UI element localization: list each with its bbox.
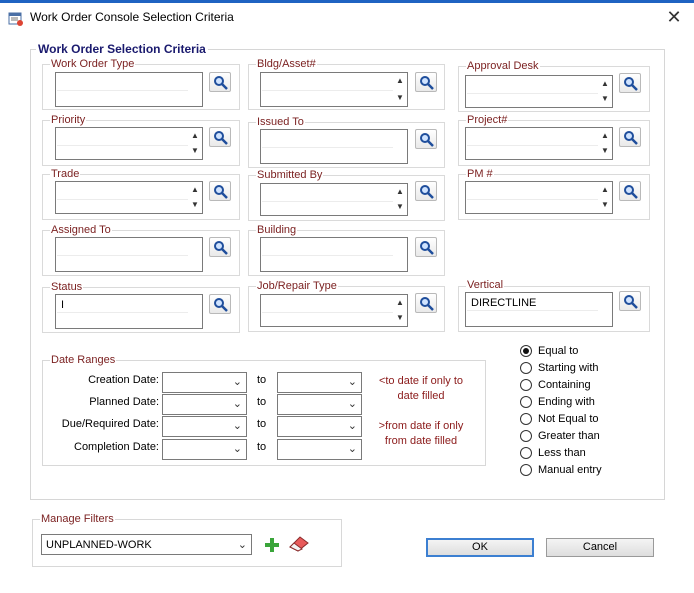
creation-date-from[interactable] (162, 372, 247, 393)
due-date-label: Due/Required Date: (61, 418, 159, 430)
scroll-up-icon[interactable]: ▲ (601, 185, 609, 194)
magnifier-icon (623, 184, 639, 200)
radio-icon (520, 396, 532, 408)
assigned-to-list[interactable] (55, 237, 203, 272)
building-list[interactable] (260, 237, 408, 272)
radio-icon (520, 379, 532, 391)
radio-manual-entry[interactable] (520, 462, 602, 478)
chevron-down-icon: ⌄ (237, 539, 247, 551)
chevron-down-icon: ⌄ (347, 443, 357, 455)
issued-to-search-button[interactable] (415, 129, 437, 149)
completion-date-to-label: to (257, 441, 267, 453)
planned-date-from[interactable] (162, 394, 247, 415)
scroll-up-icon[interactable]: ▲ (396, 187, 404, 196)
radio-icon (520, 430, 532, 442)
vertical-value: DIRECTLINE (471, 297, 537, 309)
magnifier-icon (213, 130, 229, 146)
filter-select[interactable] (41, 534, 252, 555)
to-date-hint-line1: <to date if only to (378, 375, 464, 387)
radio-label: Greater than (538, 430, 600, 442)
radio-icon (520, 447, 532, 459)
magnifier-icon (419, 296, 435, 312)
scroll-down-icon[interactable]: ▼ (191, 200, 199, 209)
radio-label: Containing (538, 379, 591, 391)
radio-ending-with[interactable] (520, 394, 595, 410)
radio-not-equal-to[interactable] (520, 411, 599, 427)
to-date-hint (368, 374, 474, 404)
completion-date-to[interactable] (277, 439, 362, 460)
scroll-down-icon[interactable]: ▼ (396, 202, 404, 211)
project-list[interactable] (465, 127, 613, 160)
planned-date-to-label: to (257, 396, 267, 408)
radio-label: Not Equal to (538, 413, 599, 425)
app-window-icon (8, 11, 24, 27)
from-date-hint (368, 419, 474, 449)
chevron-down-icon: ⌄ (232, 398, 242, 410)
creation-date-to-label: to (257, 374, 267, 386)
submitted-by-list[interactable] (260, 183, 408, 216)
magnifier-icon (213, 75, 229, 91)
approval-desk-search-button[interactable] (619, 73, 641, 93)
assigned-to-label: Assigned To (51, 224, 111, 236)
scroll-up-icon[interactable]: ▲ (191, 131, 199, 140)
chevron-down-icon: ⌄ (347, 420, 357, 432)
creation-date-to[interactable] (277, 372, 362, 393)
due-date-to-label: to (257, 418, 267, 430)
magnifier-icon (213, 297, 229, 313)
building-search-button[interactable] (415, 237, 437, 257)
manage-filters-legend: Manage Filters (41, 513, 114, 525)
radio-label: Ending with (538, 396, 595, 408)
magnifier-icon (623, 294, 639, 310)
magnifier-icon (419, 240, 435, 256)
chevron-down-icon: ⌄ (232, 420, 242, 432)
approval-desk-list[interactable] (465, 75, 613, 108)
scroll-down-icon[interactable]: ▼ (396, 313, 404, 322)
job-repair-type-search-button[interactable] (415, 293, 437, 313)
bldg-asset-list[interactable] (260, 72, 408, 107)
status-search-button[interactable] (209, 294, 231, 314)
radio-checked-icon (520, 345, 532, 357)
title-bar (0, 0, 694, 32)
bldg-asset-search-button[interactable] (415, 72, 437, 92)
radio-icon (520, 362, 532, 374)
trade-label: Trade (51, 168, 80, 180)
pm-label: PM # (467, 168, 493, 180)
magnifier-icon (623, 76, 639, 92)
scroll-up-icon[interactable]: ▲ (191, 185, 199, 194)
job-repair-type-label: Job/Repair Type (257, 280, 337, 292)
completion-date-label: Completion Date: (74, 441, 159, 453)
scroll-up-icon[interactable]: ▲ (601, 131, 609, 140)
radio-label: Manual entry (538, 464, 602, 476)
selection-criteria-legend: Work Order Selection Criteria (38, 42, 206, 56)
chevron-down-icon: ⌄ (347, 398, 357, 410)
pm-search-button[interactable] (619, 181, 641, 201)
from-date-hint-line1: >from date if only (378, 420, 464, 432)
issued-to-list[interactable] (260, 129, 408, 164)
status-list[interactable] (55, 294, 203, 329)
chevron-down-icon: ⌄ (347, 376, 357, 388)
work-order-type-list[interactable] (55, 72, 203, 107)
trade-list[interactable] (55, 181, 203, 214)
scroll-down-icon[interactable]: ▼ (396, 93, 404, 102)
assigned-to-search-button[interactable] (209, 237, 231, 257)
radio-label: Starting with (538, 362, 599, 374)
magnifier-icon (419, 184, 435, 200)
submitted-by-search-button[interactable] (415, 181, 437, 201)
due-date-from[interactable] (162, 416, 247, 437)
chevron-down-icon: ⌄ (232, 376, 242, 388)
planned-date-to[interactable] (277, 394, 362, 415)
project-search-button[interactable] (619, 127, 641, 147)
magnifier-icon (419, 75, 435, 91)
issued-to-label: Issued To (257, 116, 304, 128)
vertical-search-button[interactable] (619, 291, 641, 311)
scroll-down-icon[interactable]: ▼ (601, 200, 609, 209)
priority-search-button[interactable] (209, 127, 231, 147)
ok-button[interactable]: OK (426, 538, 534, 557)
scroll-down-icon[interactable]: ▼ (601, 94, 609, 103)
radio-label: Less than (538, 447, 586, 459)
scroll-down-icon[interactable]: ▼ (601, 146, 609, 155)
magnifier-icon (213, 184, 229, 200)
scroll-up-icon[interactable]: ▲ (396, 76, 404, 85)
due-date-to[interactable] (277, 416, 362, 437)
submitted-by-label: Submitted By (257, 169, 323, 181)
priority-list[interactable] (55, 127, 203, 160)
project-label: Project# (467, 114, 508, 126)
scroll-up-icon[interactable]: ▲ (601, 79, 609, 88)
planned-date-label: Planned Date: (89, 396, 159, 408)
window-title: Work Order Console Selection Criteria (30, 10, 234, 24)
work-order-type-search-button[interactable] (209, 72, 231, 92)
magnifier-icon (213, 240, 229, 256)
work-order-type-label: Work Order Type (51, 58, 135, 70)
from-date-hint-line2: from date filled (384, 435, 458, 447)
radio-icon (520, 464, 532, 476)
chevron-down-icon: ⌄ (232, 443, 242, 455)
creation-date-label: Creation Date: (88, 374, 159, 386)
status-label: Status (51, 281, 83, 293)
status-value: I (61, 299, 65, 311)
job-repair-type-list[interactable] (260, 294, 408, 327)
magnifier-icon (623, 130, 639, 146)
scroll-up-icon[interactable]: ▲ (396, 298, 404, 307)
radio-equal-to[interactable] (520, 343, 578, 359)
radio-greater-than[interactable] (520, 428, 600, 444)
radio-containing[interactable] (520, 377, 591, 393)
add-filter-icon[interactable] (263, 536, 281, 554)
building-label: Building (257, 224, 297, 236)
completion-date-from[interactable] (162, 439, 247, 460)
eraser-icon[interactable] (287, 533, 311, 553)
pm-list[interactable] (465, 181, 613, 214)
filter-select-value: UNPLANNED-WORK (46, 539, 152, 551)
bldg-asset-label: Bldg/Asset# (257, 58, 316, 70)
cancel-button[interactable]: Cancel (546, 538, 654, 557)
approval-desk-label: Approval Desk (467, 60, 539, 72)
vertical-list[interactable] (465, 292, 613, 327)
priority-label: Priority (51, 114, 86, 126)
vertical-label: Vertical (467, 279, 504, 291)
radio-starting-with[interactable] (520, 360, 599, 376)
radio-less-than[interactable] (520, 445, 586, 461)
radio-label: Equal to (538, 345, 579, 357)
magnifier-icon (419, 132, 435, 148)
trade-search-button[interactable] (209, 181, 231, 201)
to-date-hint-line2: date filled (397, 390, 445, 402)
radio-icon (520, 413, 532, 425)
date-ranges-legend: Date Ranges (51, 354, 116, 366)
close-icon[interactable]: ✕ (666, 7, 682, 27)
scroll-down-icon[interactable]: ▼ (191, 146, 199, 155)
